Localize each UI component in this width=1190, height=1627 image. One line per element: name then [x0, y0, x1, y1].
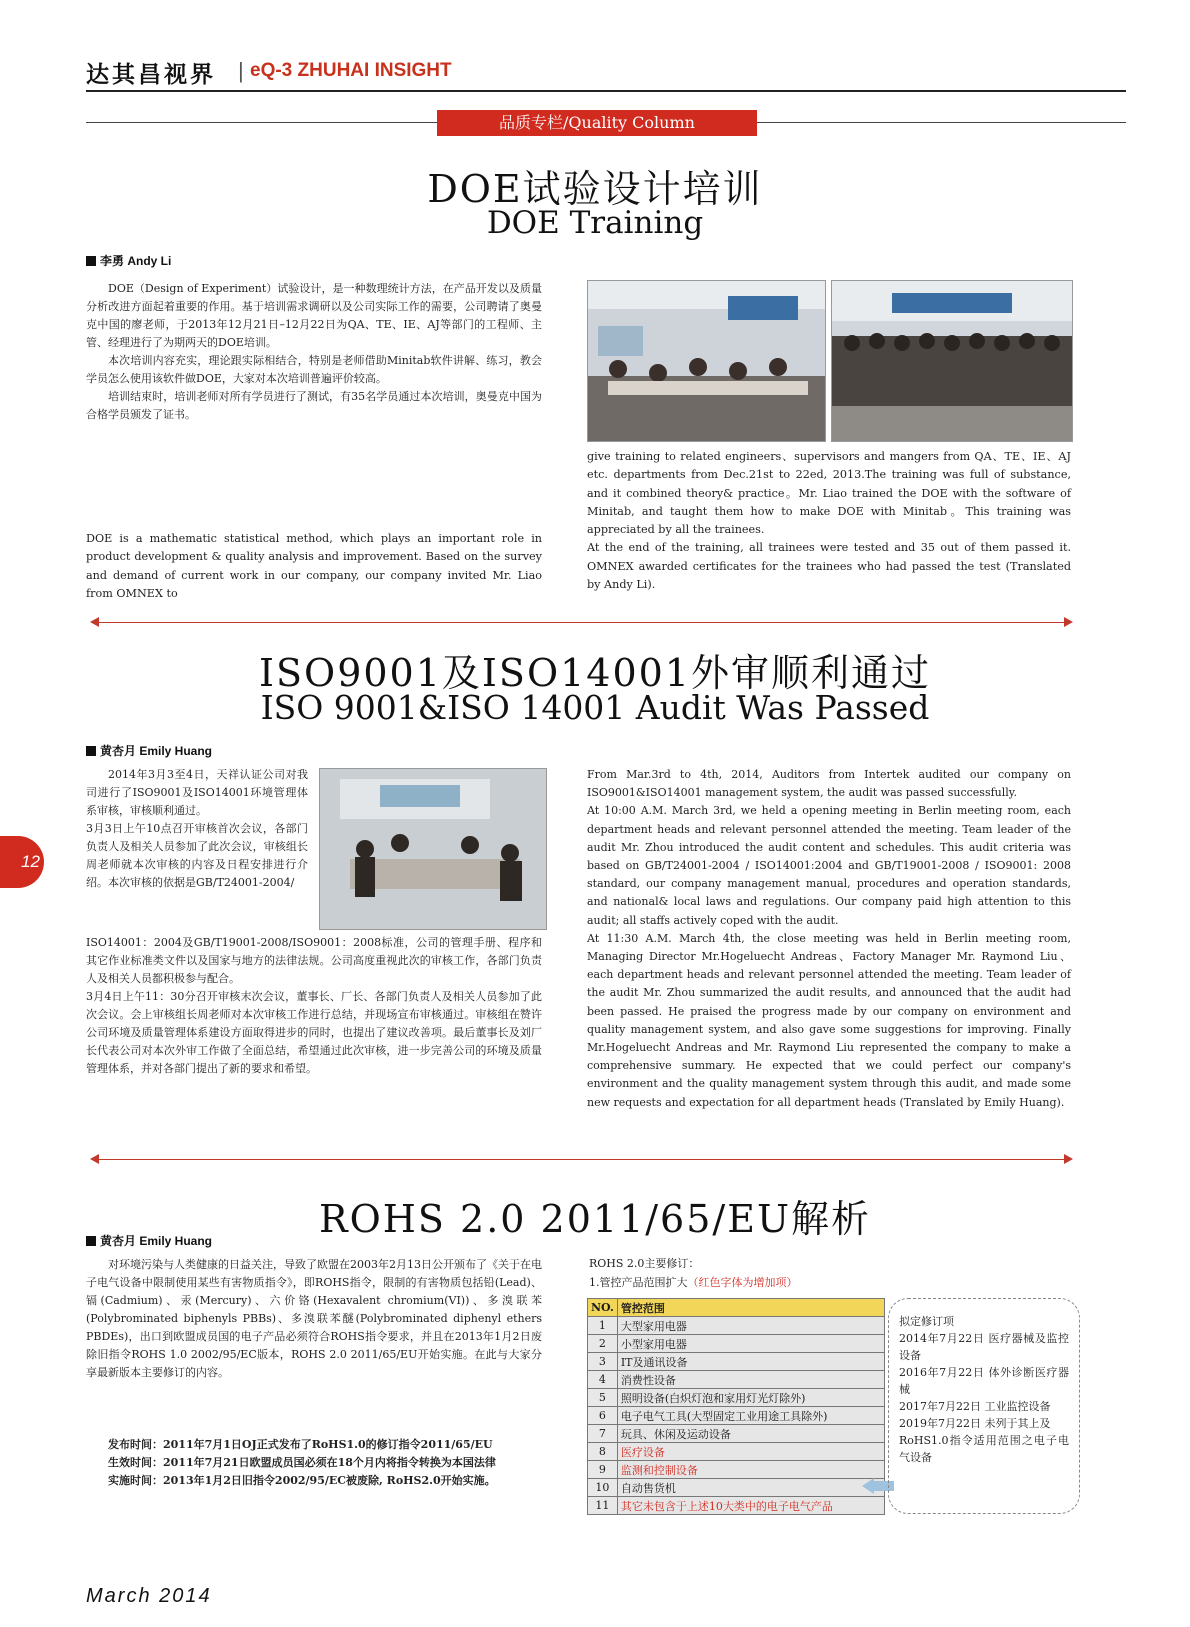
- implementation-date-line: 实施时间：2013年1月2日旧指令2002/95/EC被废除, RoHS2.0开始实施。: [108, 1474, 496, 1487]
- magazine-title-cn: 达其昌视界: [86, 61, 216, 88]
- page-number-tab: 12: [0, 836, 44, 888]
- audit-meeting-photo: [319, 768, 547, 930]
- article1-en-left: DOE is a mathematic statistical method, which plays an important role in product development & quality analysis and improvement. Based on the survey and demand of current work in our company, our company invited Mr. Liao from OMNEX to: [86, 532, 542, 600]
- scope-line: 1.管控产品范围扩大（红色字体为增加项）: [589, 1276, 798, 1289]
- divider-arrow-left-icon: [90, 617, 99, 627]
- audit-meeting-photo-image: [320, 769, 546, 929]
- article3-intro: 对环境污染与人类健康的日益关注，导致了欧盟在2003年2月13日公开颁布了《关于在电子电气设备中限制使用某些有害物质指令》，即ROHS指令，限制的有害物质包括铅(Lead)、镉(Cadmium)、汞(Mercury)、六价铬(Hexavalent chromium(VI))、多溴联苯(Polybrominated biphenyls PBBs)、多溴联苯醚(Polybrominated diphenyl ethers PBDEs)，出口到欧盟成员国的电子产品必须符合ROHS指令要求，并且在2013年1月2日废除旧指令ROHS 1.0 2002/95/EC版本，ROHS 2.0 2011/65/EU开始实施。在此与大家分享最新版本主要修订的内容。: [86, 1258, 542, 1379]
- release-date-line: 发布时间：2011年7月1日OJ正式发布了RoHS1.0的修订指令2011/65/EU: [108, 1438, 493, 1451]
- author-bullet-icon: [86, 256, 96, 266]
- quality-column-banner: 品质专栏/Quality Column: [437, 110, 757, 136]
- article2-cn-bottom: ISO14001：2004及GB/T19001-2008/ISO9001：2008标准，公司的管理手册、程序和其它作业标准类文件以及国家与地方的法律法规。公司高度重视此次的审核工作，各部门负责人及相关人员都积极参与配合。 3月4日上午11：30分召开审核末次会议，董事长、厂长、各部门负责人及相关人员参加了此次会议。会上审核组长周老师对本次审核工作进行总结，并现场宣布审核通过。审核组在赞许公司环境及质量管理体系建设方面取得进步的同时，也提出了建议改善项。最后董事长及刘厂长代表公司对本次外审工作做了全面总结，希望通过此次审核，进一步完善公司的环境及质量管理体系，并对各部门提出了新的要求和希望。: [86, 936, 542, 1075]
- article1-cn-para: 本次培训内容充实，理论跟实际相结合，特别是老师借助Minitab软件讲解、练习，教会学员怎么使用该软件做DOE，大家对本次培训普遍评价较高。: [86, 354, 542, 385]
- article1-cn-body: [86, 280, 542, 424]
- training-photo-1: [587, 280, 826, 442]
- revision-note-text: 拟定修订项 2014年7月22日 医疗器械及监控设备 2016年7月22日 体外诊断医疗器械 2017年7月22日 工业监控设备 2019年7月22日 未列于其上及 RoHS1.0指令适用范围之电子电气设备: [899, 1315, 1069, 1464]
- article2-cn-top: 2014年3月3至4日，天祥认证公司对我司进行了ISO9001及ISO14001环境管理体系审核，审核顺利通过。 3月3日上午10点召开审核首次会议，各部门负责人及相关人员参加了此次会议，审核组长周老师就本次审核的内容及日程安排进行介绍。本次审核的依据是GB/T24001-2004/: [86, 768, 308, 889]
- training-photo-2-image: [832, 281, 1072, 441]
- divider-arrow-right-icon: [1064, 1154, 1073, 1164]
- magazine-title-en: eQ-3 ZHUHAI INSIGHT: [250, 60, 452, 81]
- divider-arrow-right-icon: [1064, 617, 1073, 627]
- table-row: 6 电子电气工具(大型固定工业用途工具除外): [588, 1407, 885, 1425]
- table-row: 4 消费性设备: [588, 1371, 885, 1389]
- table-row: 7 玩具、休闲及运动设备: [588, 1425, 885, 1443]
- article2-title-en: ISO 9001&ISO 14001 Audit Was Passed: [260, 688, 930, 727]
- header-no: NO.: [588, 1299, 618, 1317]
- table-row: 1 大型家用电器: [588, 1317, 885, 1335]
- article3-dates: [86, 1436, 542, 1490]
- article1-title-en: DOE Training: [486, 205, 704, 241]
- table-row: 9 监测和控制设备: [588, 1461, 885, 1479]
- table-row: 2 小型家用电器: [588, 1335, 885, 1353]
- table-row: 5 照明设备(白炽灯泡和家用灯光灯除外): [588, 1389, 885, 1407]
- header-item: 管控范围: [617, 1299, 884, 1317]
- author-bullet-icon: [86, 1236, 96, 1246]
- training-photo-2: [831, 280, 1073, 442]
- article2-author: 黄杏月 Emily Huang: [86, 742, 212, 759]
- revisions-title: ROHS 2.0主要修订：: [589, 1257, 700, 1270]
- article3-title: ROHS 2.0 2011/65/EU解析: [319, 1197, 871, 1241]
- section-divider: [99, 622, 1064, 623]
- table-row: 10 自动售货机: [588, 1479, 885, 1497]
- table-row: 8 医疗设备: [588, 1443, 885, 1461]
- article1-en-right: give training to related engineers、supervisors and mangers from QA、TE、IE、AJ etc. departments from Dec.21st to 22ed, 2013.The training was full of substance, and it combined theory& practice。Mr. Liao trained the DOE with the software of Minitab, and taught them how to make DOE with Minitab。This training was appreciated by all the trainees. At the end of the training, all trainees were tested and 35 out of them passed it. OMNEX awarded certificates for the trainees who had passed the test (Translated by Andy Li).: [587, 450, 1071, 592]
- article3-author: 黄杏月 Emily Huang: [86, 1232, 212, 1249]
- divider-arrow-left-icon: [90, 1154, 99, 1164]
- article2-title-cn: ISO9001及ISO14001外审顺利通过: [259, 651, 931, 695]
- revision-note-box: [888, 1298, 1080, 1514]
- article1-author: 李勇 Andy Li: [86, 252, 171, 269]
- issue-date: March 2014: [86, 1585, 212, 1607]
- header-rule: [86, 90, 1126, 92]
- table-header-row: [588, 1299, 885, 1317]
- header-separator: |: [238, 58, 244, 83]
- rohs-scope-table: [587, 1298, 885, 1515]
- effective-date-line: 生效时间：2011年7月21日欧盟成员国必须在18个月内将指令转换为本国法律: [108, 1456, 496, 1469]
- author-bullet-icon: [86, 746, 96, 756]
- table-row: 3 IT及通讯设备: [588, 1353, 885, 1371]
- section-divider: [99, 1159, 1064, 1160]
- table-row: 11 其它未包含于上述10大类中的电子电气产品: [588, 1497, 885, 1515]
- article1-cn-para: DOE（Design of Experiment）试验设计，是一种数理统计方法，在产品开发以及质量分析改进方面起着重要的作用。基于培训需求调研以及公司实际工作的需要，公司聘请了奥曼克中国的廖老师，于2013年12月21日–12月22日为QA、TE、IE、AJ等部门的工程师、主管、经理进行了为期两天的DOE培训。: [86, 282, 542, 349]
- article1-title-cn: DOE试验设计培训: [427, 167, 763, 211]
- article1-cn-para: 培训结束时，培训老师对所有学员进行了测试，有35名学员通过本次培训，奥曼克中国为合格学员颁发了证书。: [86, 390, 542, 421]
- training-photo-1-image: [588, 281, 825, 441]
- article2-en-text: From Mar.3rd to 4th, 2014, Auditors from Intertek audited our company on ISO9001&ISO14001 management system, the audit was passed successfully. At 10:00 A.M. March 3rd, we held a opening meeting in Berlin meeting room, each department heads and relevant personnel attended the meeting. Team leader of the audit Mr. Zhou introduced the audit content and schedules. This audit criteria was based on GB/T24001-2004 / ISO14001:2004 and GB/T19001-2008 / ISO9001: 2008 standard, our company management manual, procedures and operation standards, and national& local laws and regulations. Our company paid high attention to this audit; all staffs actively coped with the audit. At 11:30 A.M. March 4th, the close meeting was held in Berlin meeting room, Managing Director Mr.Hogeluecht Andreas、Factory Manager Mr. Raymond Liu、each department heads and relevant personnel attended the meeting. Team leader of the audit Mr. Zhou summarized the audit results, and announced that the audit had been passed. He praised the progress made by our company on environment and quality management system, and also gave some suggestions for improving. Finally Mr.Hogeluecht Andreas and Mr. Raymond Liu represented the company to make a comprehensive summary. He expected that we could perfect our company's environment and the quality management system through this audit, and made some new requests and expectation for all department heads (Translated by Emily Huang).: [587, 768, 1071, 1109]
